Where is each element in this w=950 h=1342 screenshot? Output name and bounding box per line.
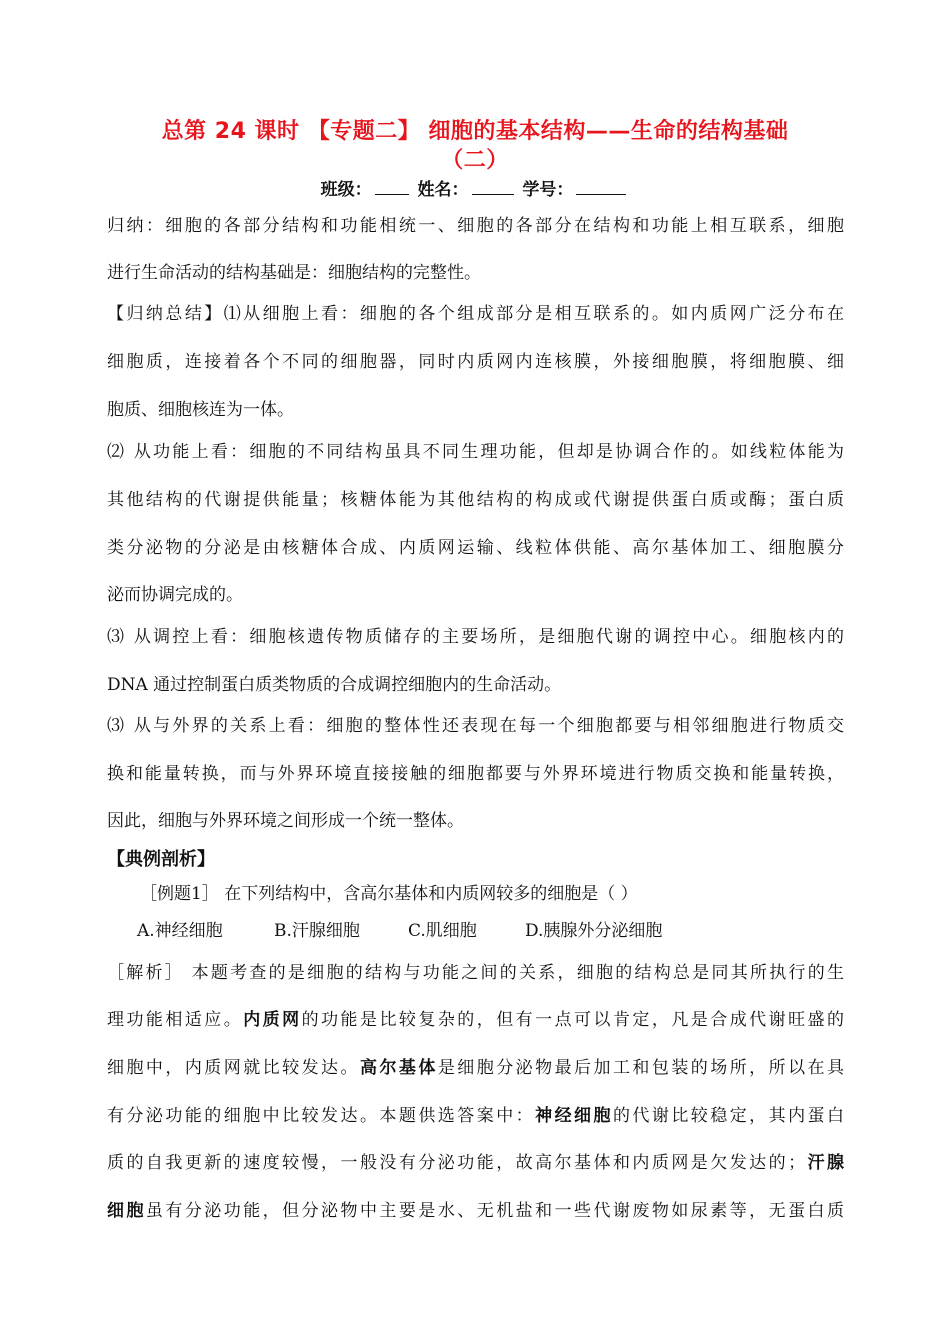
analysis-text: 是细胞分泌物最后加工和包装的场所，所以在具 <box>437 1058 845 1078</box>
question-text: 在下列结构中，含高尔基体和内质网较多的细胞是（ ） <box>218 884 638 904</box>
analysis-keyword: 神经细胞 <box>535 1106 613 1126</box>
analysis-line <box>107 1199 844 1223</box>
analysis-line <box>107 961 844 985</box>
conclusion-line: 因此，细胞与外界环境之间形成一个统一整体。 <box>107 811 464 831</box>
analysis-line <box>107 1008 844 1032</box>
analysis-line <box>107 1151 844 1175</box>
analysis-text: 细胞中，内质网就比较发达。 <box>107 1058 360 1078</box>
conclusion-line: 类分泌物的分泌是由核糖体合成、内质网运输、线粒体供能、高尔基体加工、细胞膜分 <box>107 538 844 558</box>
conclusion-line: ⑶ 从调控上看：细胞核遗传物质储存的主要场所，是细胞代谢的调控中心。细胞核内的 <box>107 627 844 647</box>
analysis-text: 本题考查的是细胞的结构与功能之间的关系，细胞的结构总是同其所执行的生 <box>184 963 845 983</box>
page-title-continuation: （二） <box>441 148 509 173</box>
analysis-text: 虽有分泌功能，但分泌物中主要是水、无机盐和一些代谢废物如尿素等，无蛋白质 <box>145 1201 845 1221</box>
id-blank <box>576 179 626 195</box>
name-blank <box>472 179 514 195</box>
analysis-text: 有分泌功能的细胞中比较发达。本题供选答案中： <box>107 1106 536 1126</box>
section-heading: 【典例剖析】 <box>107 849 215 870</box>
option-a: A.神经细胞 <box>137 921 223 941</box>
class-blank <box>375 179 409 195</box>
option-c: C.肌细胞 <box>408 921 477 941</box>
example-question <box>140 882 638 906</box>
class-label: 班级： <box>320 180 372 200</box>
summary-line: 归纳：细胞的各部分结构和功能相统一、细胞的各部分在结构和功能上相互联系，细胞 <box>107 216 844 236</box>
conclusion-line: DNA 通过控制蛋白质类物质的合成调控细胞内的生命活动。 <box>107 675 562 695</box>
option-d: D.胰腺外分泌细胞 <box>525 921 663 941</box>
question-label: ［例题1］ <box>140 884 219 904</box>
student-info-row <box>0 175 950 200</box>
conclusion-line: 胞质、细胞核连为一体。 <box>107 400 294 420</box>
analysis-text: 的代谢比较稳定，其内蛋白 <box>612 1106 845 1126</box>
analysis-text: 理功能相适应。 <box>107 1010 244 1030</box>
analysis-keyword: 高尔基体 <box>359 1058 438 1078</box>
answer-options <box>137 919 662 943</box>
summary-line: 进行生命活动的结构基础是：细胞结构的完整性。 <box>107 263 481 283</box>
analysis-text: 的功能是比较复杂的，但有一点可以肯定，凡是合成代谢旺盛的 <box>301 1010 845 1030</box>
analysis-line <box>107 1104 844 1128</box>
conclusion-line: 细胞质，连接着各个不同的细胞器，同时内质网内连核膜，外接细胞膜，将细胞膜、细 <box>107 352 844 372</box>
analysis-text: 质的自我更新的速度较慢，一般没有分泌功能，故高尔基体和内质网是欠发达的； <box>107 1153 806 1173</box>
analysis-keyword: 细胞 <box>107 1201 146 1221</box>
conclusion-line: 【归纳总结】⑴从细胞上看：细胞的各个组成部分是相互联系的。如内质网广泛分布在 <box>107 304 844 324</box>
analysis-keyword: 汗腺 <box>805 1153 845 1173</box>
name-label: 姓名： <box>417 180 469 200</box>
analysis-keyword: 内质网 <box>243 1010 302 1030</box>
analysis-label: ［解析］ <box>107 963 185 983</box>
analysis-line <box>107 1056 844 1080</box>
conclusion-line: ⑶ 从与外界的关系上看：细胞的整体性还表现在每一个细胞都要与相邻细胞进行物质交 <box>107 716 844 736</box>
conclusion-line: 换和能量转换，而与外界环境直接接触的细胞都要与外界环境进行物质交换和能量转换， <box>107 764 844 784</box>
id-label: 学号： <box>522 180 574 200</box>
page-title: 总第 24 课时 【专题二】 细胞的基本结构——生命的结构基础 <box>161 119 789 144</box>
conclusion-line: 泌而协调完成的。 <box>107 585 243 605</box>
conclusion-line: ⑵ 从功能上看：细胞的不同结构虽具不同生理功能，但却是协调合作的。如线粒体能为 <box>107 442 844 462</box>
option-b: B.汗腺细胞 <box>274 921 360 941</box>
conclusion-line: 其他结构的代谢提供能量；核糖体能为其他结构的构成或代谢提供蛋白质或酶；蛋白质 <box>107 490 844 510</box>
